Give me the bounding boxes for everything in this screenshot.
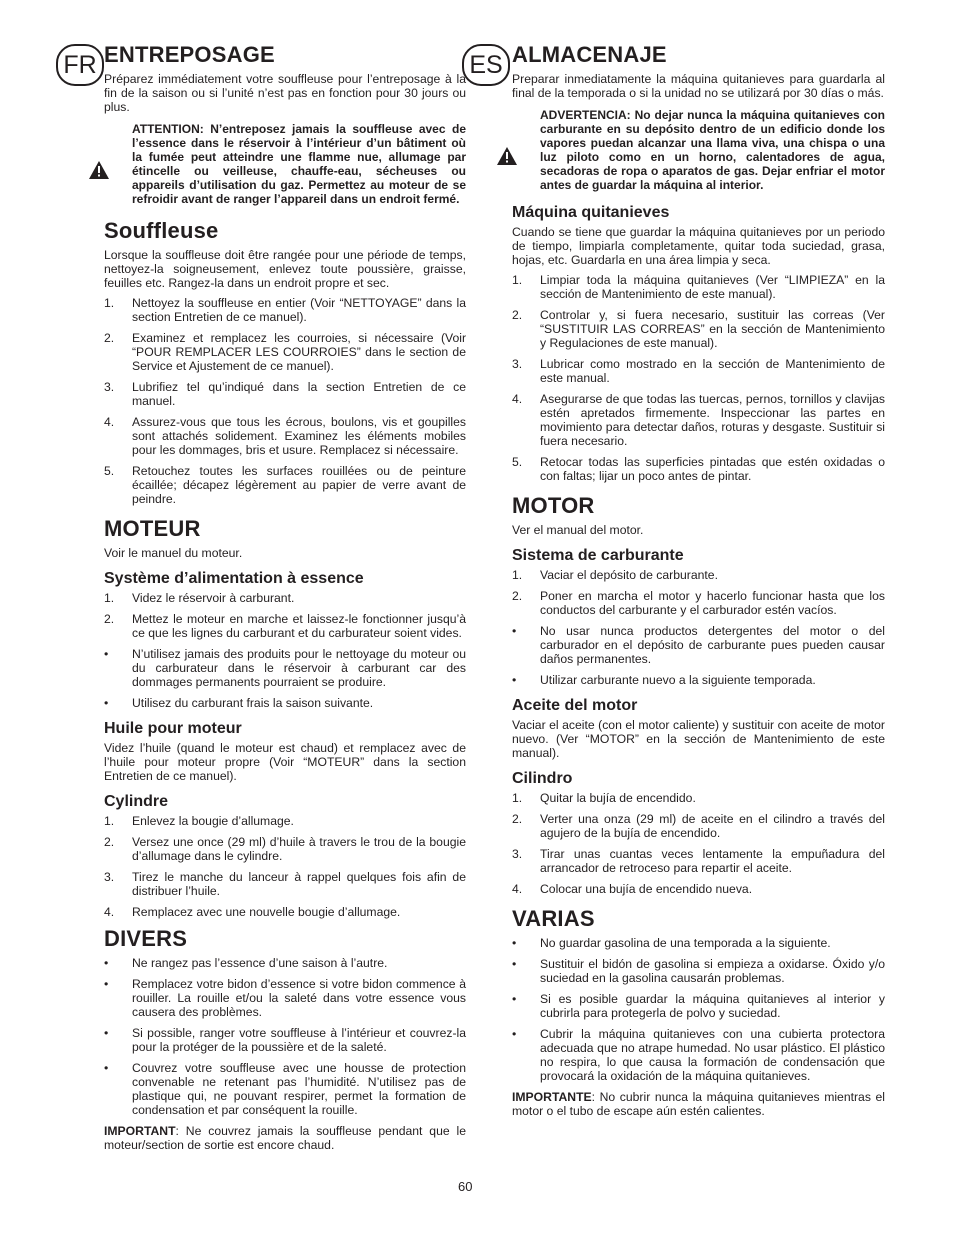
list-item bbox=[104, 835, 466, 863]
list-item bbox=[512, 882, 885, 896]
item-text: Tirar unas cuantas veces lentamente la empuñadura del arrancador de retroceso para repartir el aceite. bbox=[540, 847, 885, 875]
cylindre-steps bbox=[104, 814, 466, 919]
item-text: Videz le réservoir à carburant. bbox=[132, 591, 295, 605]
list-item bbox=[104, 977, 466, 1019]
warning-text-fr: ATTENTION: N’entreposez jamais la souffleuse avec de l’essence dans le réservoir à l’intérieur d’un bâtiment où la fumée peut atteindre une flamme nue, allumage par étincelle ou veilleuse, chauffe-eau, sécheuses ou appareils d’utilisation du gaz. Permettez au moteur de se refroidir avant de ranger l’appareil dans un endroit fermé. bbox=[132, 122, 466, 206]
warning-triangle-icon bbox=[496, 146, 518, 166]
item-text: Lubrifiez tel qu’indiqué dans la section Entretien de ce manuel. bbox=[132, 380, 466, 408]
item-number: 4. bbox=[512, 392, 523, 406]
item-text: Lubricar como mostrado en la sección de Mantenimiento de este manual. bbox=[540, 357, 885, 385]
item-text: Vaciar el depósito de carburante. bbox=[540, 568, 718, 582]
cilindro-steps bbox=[512, 791, 885, 896]
item-text: Utilisez du carburant frais la saison suivante. bbox=[132, 696, 374, 710]
important-label-fr: IMPORTANT bbox=[104, 1124, 176, 1138]
list-item bbox=[104, 296, 466, 324]
item-text: Examinez et remplacez les courroies, si nécessaire (Voir “POUR REMPLACER LES COURROIES” dans le section de Service et Ajustement de ce manuel). bbox=[132, 331, 466, 373]
item-text: Si es posible guardar la máquina quitanieves al interior y cubrirla para protegerla de polvo y suciedad. bbox=[540, 992, 885, 1020]
item-text: Colocar una bujía de encendido nueva. bbox=[540, 882, 753, 896]
item-text: Quitar la bujía de encendido. bbox=[540, 791, 696, 805]
bullet-marker: • bbox=[104, 977, 109, 991]
important-note-fr bbox=[104, 1124, 466, 1152]
list-item bbox=[512, 589, 885, 617]
bullet-marker: • bbox=[512, 1027, 517, 1041]
item-text: Sustituir el bidón de gasolina si empieza a oxidarse. Óxido y/o suciedad en la gasolina causarán problemas. bbox=[540, 957, 885, 985]
heading-divers: DIVERS bbox=[104, 926, 188, 951]
list-item bbox=[512, 357, 885, 385]
list-item bbox=[512, 957, 885, 985]
item-number: 1. bbox=[512, 791, 523, 805]
item-text: Mettez le moteur en marche et laissez-le fonctionner jusqu’à ce que les lignes du carburant et du carburateur soient vides. bbox=[132, 612, 466, 640]
item-text: No usar nunca productos detergentes del motor o del carburador en el depósito de carburante pues pueden causar daños permanentes. bbox=[540, 624, 885, 666]
important-text-es: : No cubrir nunca la máquina quitanieves mientras el motor o el tubo de escape aún estén calientes. bbox=[512, 1090, 885, 1118]
list-item bbox=[512, 847, 885, 875]
heading-cilindro: Cilindro bbox=[512, 770, 573, 787]
alimentation-steps bbox=[104, 591, 466, 710]
list-item bbox=[104, 1026, 466, 1054]
heading-sistema-carburante: Sistema de carburante bbox=[512, 547, 684, 564]
warning-triangle-icon bbox=[88, 160, 110, 180]
list-item bbox=[512, 308, 885, 350]
item-number: 3. bbox=[104, 870, 115, 884]
item-text: Nettoyez la souffleuse en entier (Voir “NETTOYAGE” dans la section Entretien de ce manuel). bbox=[132, 296, 466, 324]
almacenaje-intro: Preparar inmediatamente la máquina quitanieves para guardarla al final de la temporada o si la unidad no se utilizará por 30 días o más. bbox=[512, 72, 885, 100]
item-number: 3. bbox=[512, 847, 523, 861]
item-text: Couvrez votre souffleuse avec une housse de protection convenable ne retenant pas l’humidité. N’utilisez pas de plastique qui, ne pouvant respirer, permet la formation de condensation et par conséquent la rouille. bbox=[132, 1061, 466, 1117]
item-number: 2. bbox=[104, 835, 115, 849]
list-item bbox=[104, 870, 466, 898]
item-text: Retouchez toutes les surfaces rouillées ou de peinture écaillée; décapez légèrement au papier de verre avant de peindre. bbox=[132, 464, 466, 506]
list-item bbox=[104, 1061, 466, 1117]
list-item bbox=[104, 647, 466, 689]
warning-block-es bbox=[512, 108, 885, 192]
item-number: 1. bbox=[104, 814, 115, 828]
bullet-marker: • bbox=[104, 956, 109, 970]
item-text: Ne rangez pas l’essence d’une saison à l’autre. bbox=[132, 956, 388, 970]
item-text: Enlevez la bougie d’allumage. bbox=[132, 814, 294, 828]
item-number: 3. bbox=[512, 357, 523, 371]
page-number: 60 bbox=[458, 1179, 473, 1194]
heading-varias: VARIAS bbox=[512, 906, 595, 931]
list-item bbox=[512, 568, 885, 582]
heading-almacenaje: ALMACENAJE bbox=[512, 42, 667, 67]
list-item bbox=[512, 1027, 885, 1083]
heading-motor: MOTOR bbox=[512, 493, 595, 518]
list-item bbox=[512, 791, 885, 805]
column-french bbox=[104, 40, 466, 1158]
item-text: Asegurarse de que todas las tuercas, pernos, tornillos y clavijas estén apretados firmemente. Inspeccionar las partes en movimiento para detectar daños, roturas y desgaste. Sustituir si fuera necesario. bbox=[540, 392, 885, 448]
item-text: Utilizar carburante nuevo a la siguiente temporada. bbox=[540, 673, 816, 687]
important-label-es: IMPORTANTE bbox=[512, 1090, 592, 1104]
list-item bbox=[512, 624, 885, 666]
item-text: Si possible, ranger votre souffleuse à l’intérieur et couvrez-la pour la protéger de la poussière et de la saleté. bbox=[132, 1026, 466, 1054]
heading-souffleuse: Souffleuse bbox=[104, 218, 219, 243]
item-number: 4. bbox=[104, 415, 115, 429]
item-number: 1. bbox=[104, 591, 115, 605]
item-text: Poner en marcha el motor y hacerlo funcionar hasta que los conductos del carburante y el carburador estén vacíos. bbox=[540, 589, 885, 617]
divers-list bbox=[104, 956, 466, 1117]
heading-aceite-motor: Aceite del motor bbox=[512, 697, 638, 714]
item-number: 5. bbox=[104, 464, 115, 478]
item-text: Cubrir la máquina quitanieves con una cubierta protectora adecuada que no atrape humedad. No usar plástico. El plástico no respira, lo que causa la formación de condensación que provocará la oxidación de la máquina quitanieves. bbox=[540, 1027, 885, 1083]
aceite-text: Vaciar el aceite (con el motor caliente) y sustituir con aceite de motor nuevo. (Ver “MOTOR” en la sección de Mantenimiento de este manual). bbox=[512, 718, 885, 760]
item-number: 2. bbox=[104, 331, 115, 345]
bullet-marker: • bbox=[104, 1061, 109, 1075]
list-item bbox=[512, 936, 885, 950]
item-number: 1. bbox=[512, 568, 523, 582]
bullet-marker: • bbox=[512, 957, 517, 971]
list-item bbox=[512, 812, 885, 840]
item-number: 2. bbox=[104, 612, 115, 626]
bullet-marker: • bbox=[104, 1026, 109, 1040]
list-item bbox=[512, 273, 885, 301]
item-number: 2. bbox=[512, 308, 523, 322]
important-text-fr: : Ne couvrez jamais la souffleuse pendant que le moteur/section de sortie est encore chaud. bbox=[104, 1124, 466, 1152]
bullet-marker: • bbox=[104, 647, 109, 661]
list-item bbox=[104, 696, 466, 710]
warning-text-es: ADVERTENCIA: No dejar nunca la máquina quitanieves con carburante en su depósito dentro de un edificio donde los vapores puedan alcanzar una llama viva, una chispa o una luz piloto como en un horno, calentadores de agua, secadoras de ropa o aparatos de gas. Dejar enfriar el motor antes de guardar la máquina al interior. bbox=[540, 108, 885, 192]
warning-block-fr bbox=[104, 122, 466, 206]
list-item bbox=[104, 380, 466, 408]
varias-list bbox=[512, 936, 885, 1083]
item-text: Limpiar toda la máquina quitanieves (Ver “LIMPIEZA” en la sección de Mantenimiento de este manual). bbox=[540, 273, 885, 301]
item-text: Versez une once (29 ml) d’huile à travers le trou de la bougie d’allumage dans le cylindre. bbox=[132, 835, 466, 863]
item-number: 3. bbox=[104, 380, 115, 394]
bullet-marker: • bbox=[512, 624, 517, 638]
important-note-es bbox=[512, 1090, 885, 1118]
list-item bbox=[104, 591, 466, 605]
sistema-steps bbox=[512, 568, 885, 687]
column-spanish bbox=[512, 40, 885, 1124]
item-text: Verter una onza (29 ml) de aceite en el cilindro a través del agujero de la bujía de encendido. bbox=[540, 812, 885, 840]
list-item bbox=[512, 673, 885, 687]
heading-cylindre: Cylindre bbox=[104, 793, 169, 810]
heading-systeme-alimentation: Système d’alimentation à essence bbox=[104, 570, 364, 587]
item-text: N’utilisez jamais des produits pour le nettoyage du moteur ou du carburateur dans le réservoir à carburant car des dommages permanents pourraient se produire. bbox=[132, 647, 466, 689]
list-item bbox=[512, 392, 885, 448]
item-number: 4. bbox=[512, 882, 523, 896]
heading-maquina-quitanieves: Máquina quitanieves bbox=[512, 204, 670, 221]
souffleuse-intro: Lorsque la souffleuse doit être rangée pour une période de temps, nettoyez-la soigneusement, enlevez toute poussière, graisse, feuilles etc. Rangez-la dans un endroit propre et sec. bbox=[104, 248, 466, 290]
heading-entreposage: ENTREPOSAGE bbox=[104, 42, 275, 67]
item-text: Controlar y, si fuera necesario, sustituir las correas (Ver “SUSTITUIR LAS CORREAS” en la sección de Mantenimiento y Regulaciones de este manual). bbox=[540, 308, 885, 350]
maquina-steps bbox=[512, 273, 885, 483]
list-item bbox=[104, 905, 466, 919]
item-text: Retocar todas las superficies pintadas que estén oxidadas o con faltas; lijar un poco antes de pintar. bbox=[540, 455, 885, 483]
list-item bbox=[512, 455, 885, 483]
item-number: 5. bbox=[512, 455, 523, 469]
item-text: Remplacez avec une nouvelle bougie d’allumage. bbox=[132, 905, 401, 919]
language-badge-es: ES bbox=[462, 44, 510, 86]
list-item bbox=[104, 331, 466, 373]
item-number: 4. bbox=[104, 905, 115, 919]
language-badge-fr: FR bbox=[56, 44, 104, 86]
list-item bbox=[104, 464, 466, 506]
list-item bbox=[104, 814, 466, 828]
motor-intro: Ver el manual del motor. bbox=[512, 523, 644, 537]
heading-moteur: MOTEUR bbox=[104, 516, 201, 541]
heading-huile-moteur: Huile pour moteur bbox=[104, 720, 242, 737]
item-text: No guardar gasolina de una temporada a la siguiente. bbox=[540, 936, 831, 950]
moteur-intro: Voir le manuel du moteur. bbox=[104, 546, 243, 560]
bullet-marker: • bbox=[512, 992, 517, 1006]
bullet-marker: • bbox=[512, 936, 517, 950]
item-number: 2. bbox=[512, 812, 523, 826]
item-text: Tirez le manche du lanceur à rappel quelques fois afin de distribuer l’huile. bbox=[132, 870, 466, 898]
maquina-intro: Cuando se tiene que guardar la máquina quitanieves por un periodo de tiempo, limpiarla completamente, quitar toda suciedad, grasa, hojas, etc. Guardarla en una área limpia y seca. bbox=[512, 225, 885, 267]
item-text: Assurez-vous que tous les écrous, boulons, vis et goupilles sont attachés solidement. Examinez les éléments mobiles pour les dommages, bris et usure. Remplacez si nécessaire. bbox=[132, 415, 466, 457]
item-number: 1. bbox=[512, 273, 523, 287]
item-text: Remplacez votre bidon d’essence si votre bidon commence à rouiller. La rouille et/ou la saleté dans votre essence vous causera des problèmes. bbox=[132, 977, 466, 1019]
bullet-marker: • bbox=[104, 696, 109, 710]
list-item bbox=[104, 956, 466, 970]
bullet-marker: • bbox=[512, 673, 517, 687]
entreposage-intro: Préparez immédiatement votre souffleuse pour l’entreposage à la fin de la saison ou si l’unité n’est pas en fonction pour 30 jours ou plus. bbox=[104, 72, 466, 114]
huile-text: Videz l’huile (quand le moteur est chaud) et remplacez avec de l’huile pour moteur propre (Voir “MOTEUR” dans la section Entretien de ce manuel). bbox=[104, 741, 466, 783]
item-number: 2. bbox=[512, 589, 523, 603]
list-item bbox=[104, 612, 466, 640]
list-item bbox=[104, 415, 466, 457]
souffleuse-steps bbox=[104, 296, 466, 506]
item-number: 1. bbox=[104, 296, 115, 310]
list-item bbox=[512, 992, 885, 1020]
